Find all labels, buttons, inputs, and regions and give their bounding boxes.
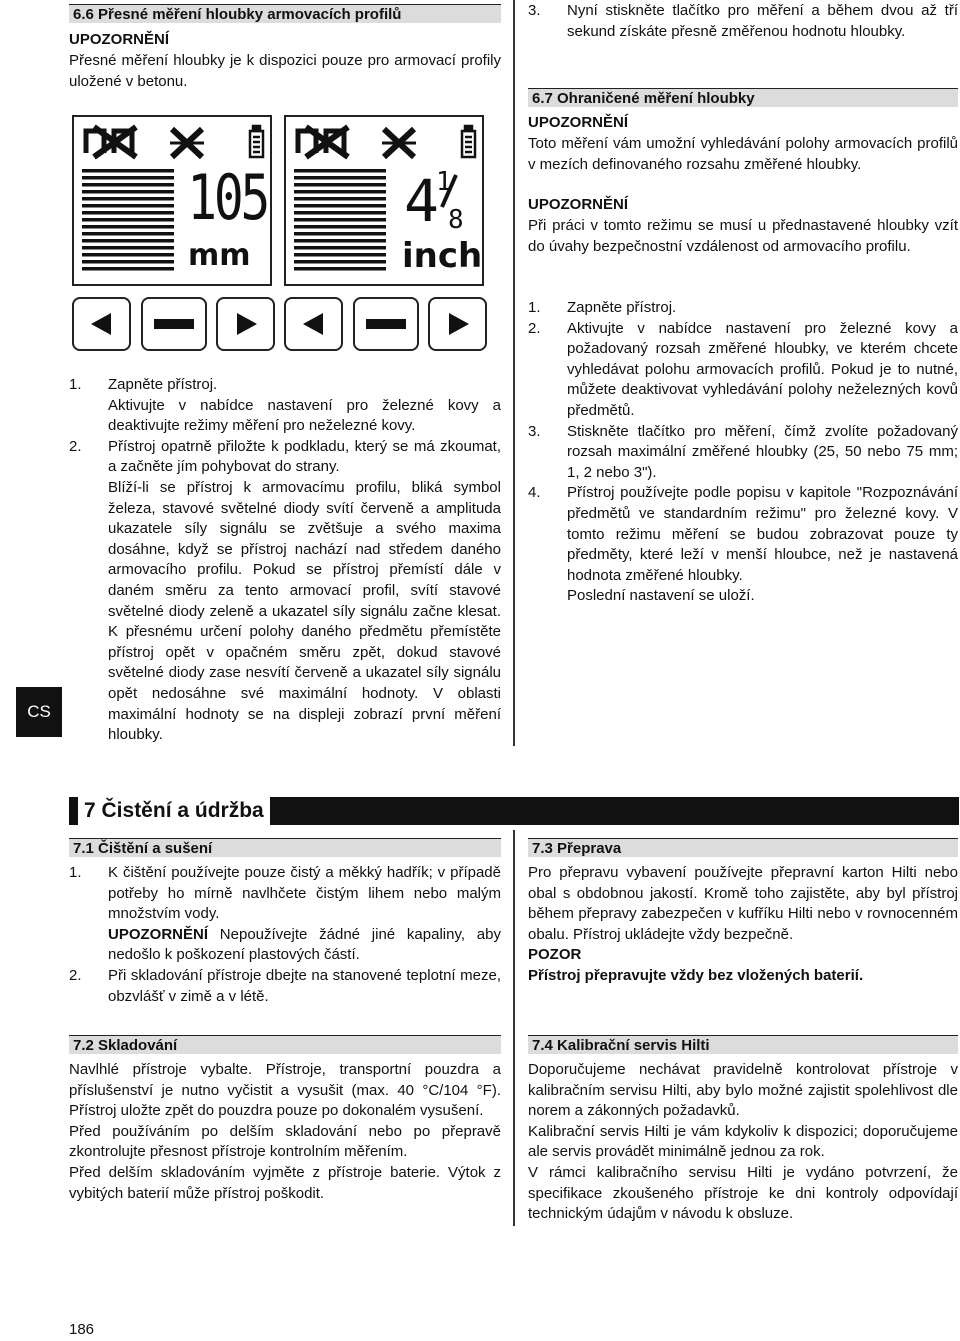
s67-steps — [528, 298, 958, 607]
metal-crossed-icon — [382, 129, 416, 157]
display-inch-numerator: 1 — [436, 167, 452, 197]
s66-warning-label: UPOZORNĚNÍ — [69, 31, 170, 48]
battery-icon — [462, 126, 475, 157]
section-6-7-title: 6.7 Ohraničené měření hloubky — [528, 88, 958, 107]
dash-button[interactable] — [353, 297, 419, 351]
list-item: 2. Při skladování přístroje dbejte na stanovené teplotní meze, obzvlášť v zimě a v létě. — [69, 966, 501, 1005]
display-inch — [284, 115, 484, 286]
s66-steps — [69, 375, 501, 746]
s71-steps — [69, 863, 501, 1007]
display-mm-unit: mm — [188, 238, 251, 273]
column-divider — [513, 830, 515, 1226]
display-mm — [72, 115, 272, 286]
display-mm-value: 105 — [187, 161, 268, 234]
page-number: 186 — [69, 1321, 95, 1338]
list-item: 4. Přístroj používejte podle popisu v kapitole "Rozpoznávání předmětů ve standardním režimu" pro železné kovy. V tomto režimu měření se budou zobrazovat pouze ty předměty, které leží v menší hloubce, než je nastavená hodnota změřené hloubky. Poslední nastavení se uloží. — [528, 484, 958, 605]
left-arrow-button[interactable] — [284, 297, 343, 351]
section-7-3-title: 7.3 Přeprava — [528, 838, 958, 857]
chapter-7-title: 7 Čistění a údržba — [78, 797, 270, 825]
list-item: 3. Nyní stiskněte tlačítko pro měření a během dvou až tří sekund získáte přesně změřenou hodnotu hloubky. — [528, 2, 958, 40]
battery-icon — [250, 126, 263, 157]
list-item: 2. Přístroj opatrně přiložte k podkladu, který se má zkoumat, a začněte jím pohybovat do strany. Blíží-li se přístroj k armovacímu profilu, bliká symbol železa, stavové světelné diody svítí červeně a amplituda ukazatele síly signálu se zvětšuje a svého maxima dosáhne, když se přístroj nachází nad středem daného armovacího profilu. Pokud se přístroj přemístí dále v daném směru za tento armovací profil, svítí stavové světelné diody zeleně a ukazatel síly signálu začne klesat. K přesnému určení polohy daného předmětu přemístěte přístroj opět v opačném směru zpět, dokud stavové světelné diody zase nesvítí červeně a ukazatel síly signálu opět nedosáhne své maximální hodnoty. V oblasti maximální hodnoty se na displeji zobrazí první měření hloubky. — [69, 437, 501, 744]
dash-button-icon — [366, 318, 406, 330]
right-arrow-button[interactable] — [216, 297, 275, 351]
magnet-crossed-icon — [298, 127, 348, 157]
signal-bars — [294, 169, 386, 271]
left-arrow-button-icon — [89, 311, 115, 337]
s72-body: Navlhlé přístroje vybalte. Přístroje, transportní pouzdra a příslušenství je nutno vyčistit a vysušit (max. 40 °C/104 °F). Přístroj uložte zpět do pouzdra pouze po dokonalém vysušení. Před používáním po delším skladování nebo po přepravě zkontrolujte přesnost přístroje kontrolním měřením. Před delším skladováním vyjměte z přístroje baterie. Výtok z vybitých baterií může přístroj poškodit. — [69, 1061, 501, 1202]
dash-button-icon — [154, 318, 194, 330]
list-item: 1. Zapněte přístroj. Aktivujte v nabídce nastavení pro železné kovy a deaktivujte režimy měření pro neželezné kovy. — [69, 376, 501, 435]
signal-bars — [82, 169, 174, 271]
s73-body: Pro přepravu vybavení používejte přepravní karton Hilti nebo obal s obdobnou jakostí. Kromě toho zajistěte, aby byl přístroj během přepravy zabezpečen v kufříku Hilti nebo v rovnocenném obalu. Přístroj ukládejte vždy bezpečně. POZOR Přístroj přepravujte vždy bez vložených baterií. — [528, 864, 958, 984]
s74-body: Doporučujeme nechávat pravidelně kontrolovat přístroje v kalibračním servisu Hilti, aby bylo možné zajistit spolehlivost dle norem a zákonných požadavků. Kalibrační servis Hilti je vám kdykoliv k dispozici; doporučujeme ale servis provádět minimálně jednou za rok. V rámci kalibračního servisu Hilti je vydáno potvrzení, že specifikace zkoušeného přístroje ke dni kontroly odpovídají technickým údajům v návodu k obsluze. — [528, 1061, 958, 1223]
language-tab: CS — [16, 687, 62, 737]
section-7-2-title: 7.2 Skladování — [69, 1035, 501, 1054]
section-7-1-title: 7.1 Čištění a sušení — [69, 838, 501, 857]
display-inch-denominator: 8 — [448, 205, 464, 235]
s67-warning2-label: UPOZORNĚNÍ — [528, 196, 629, 213]
right-arrow-button-icon — [445, 311, 471, 337]
dash-button[interactable] — [141, 297, 207, 351]
metal-crossed-icon — [170, 129, 204, 157]
list-item: 3. Stiskněte tlačítko pro měření, čímž zvolíte požadovaný rozsah maximální změřené hloubky (25, 50 nebo 75 mm; 1, 2 nebo 3"). — [528, 422, 958, 481]
list-item: 2. Aktivujte v nabídce nastavení pro železné kovy a požadovaný rozsah změřené hloubky, ve kterém chcete vyhledávat polohu armovacích profilů. Pokud je to nutné, můžete deaktivovat vyhledávání polohy neželezných kovů předmětů. — [528, 319, 958, 419]
s66-step-3 — [528, 1, 958, 42]
section-6-6-title: 6.6 Přesné měření hloubky armovacích profilů — [69, 4, 501, 23]
right-arrow-button[interactable] — [428, 297, 487, 351]
magnet-crossed-icon — [86, 127, 136, 157]
list-item: 1. K čištění používejte pouze čistý a měkký hadřík; v případě potřeby ho mírně navlhčete čistým lihem nebo malým množstvím vody. UPOZORNĚNÍ Nepoužívejte žádné jiné kapaliny, aby nedošlo k poškození plastových částí. — [69, 864, 501, 964]
display-inch-whole: 4 — [404, 167, 439, 235]
right-arrow-button-icon — [233, 311, 259, 337]
column-divider — [513, 0, 515, 746]
s67-warning1-label: UPOZORNĚNÍ — [528, 114, 629, 131]
left-arrow-button[interactable] — [72, 297, 131, 351]
section-7-4-title: 7.4 Kalibrační servis Hilti — [528, 1035, 958, 1054]
display-inch-unit: inch — [402, 236, 483, 276]
s67-warning1-text: Toto měření vám umožní vyhledávání polohy armovacích profilů v mezích definovaného rozsahu změřené hloubky. — [528, 135, 958, 173]
list-item: 1. Zapněte přístroj. — [528, 299, 677, 316]
s66-warning-text: Přesné měření hloubky je k dispozici pouze pro armovací profily uložené v betonu. — [69, 52, 501, 90]
s67-warning2-text: Při práci v tomto režimu se musí u přednastavené hloubky vzít do úvahy bezpečnostní vzdálenost od armovacího profilu. — [528, 217, 958, 255]
left-arrow-button-icon — [301, 311, 327, 337]
